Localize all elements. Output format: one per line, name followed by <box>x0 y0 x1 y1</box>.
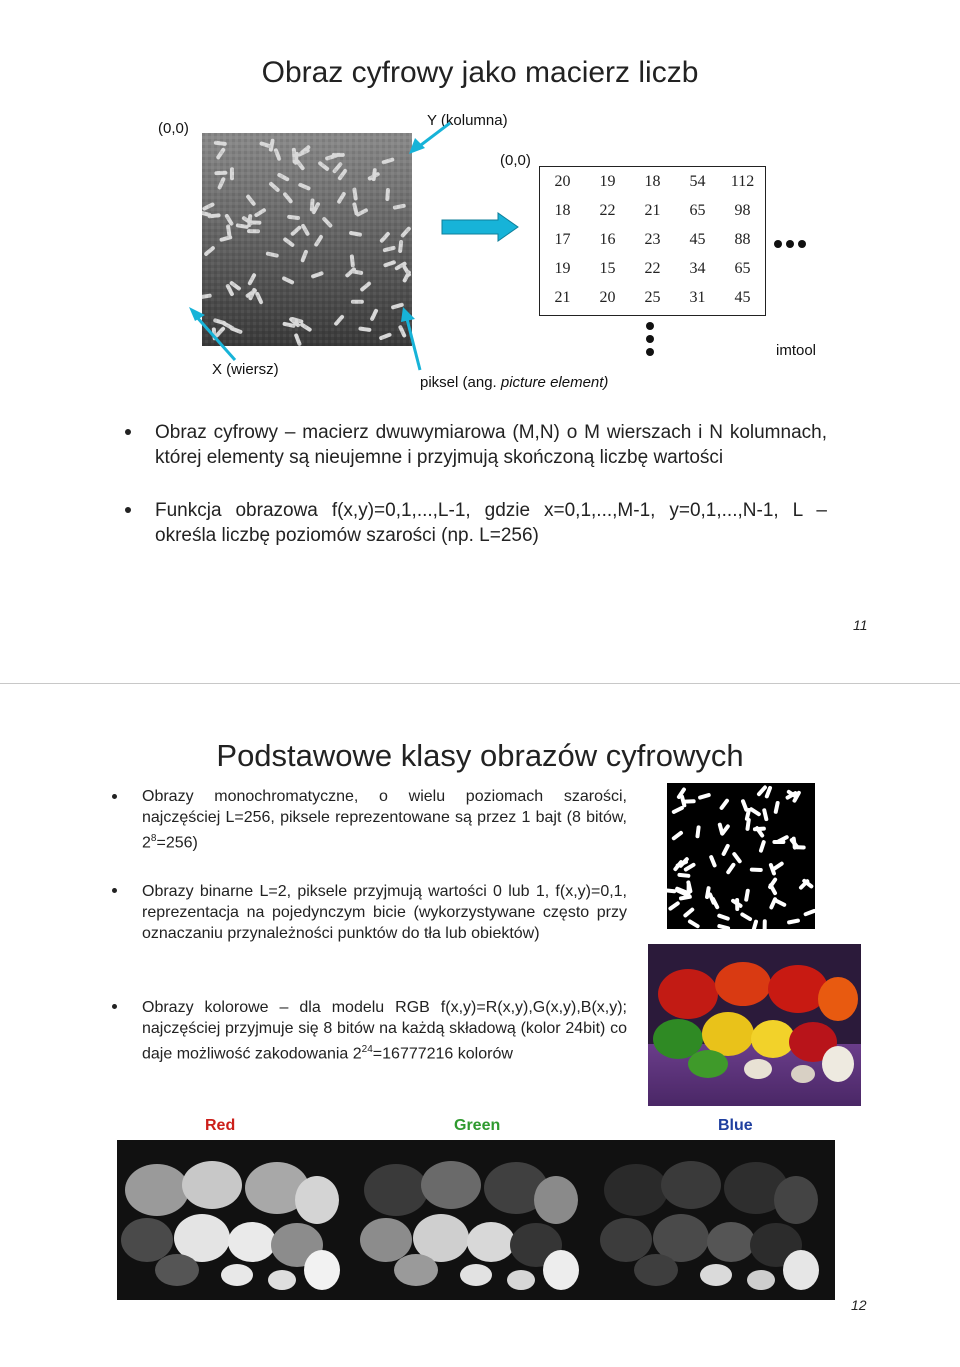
bullet-text: Obrazy binarne L=2, piksele przyjmują wartości 0 lub 1, f(x,y)=0,1, reprezentacja na pojedynczym bicie (wykorzystywane często przy oznaczaniu przynależności punktów do tła lub obiektów) <box>142 883 627 942</box>
pixel-matrix <box>540 167 765 312</box>
bullet-text: Funkcja obrazowa f(x,y)=0,1,...,L-1, gdzie x=0,1,...,M-1, y=0,1,...,N-1, L – określa liczbę poziomów szarości (np. L=256) <box>155 500 827 546</box>
matrix-row <box>540 254 765 283</box>
matrix-cell: 21 <box>554 288 571 306</box>
blue-channel-label: Blue <box>718 1117 753 1134</box>
matrix-cell: 22 <box>644 259 661 277</box>
red-channel-image <box>117 1140 835 1300</box>
slide-11 <box>0 0 960 683</box>
matrix-cell: 17 <box>554 230 571 248</box>
matrix-row <box>540 225 765 254</box>
x-axis-label: X (wiersz) <box>212 361 279 378</box>
matrix-cell: 65 <box>689 201 706 219</box>
bullet-text: Obraz cyfrowy – macierz dwuwymiarowa (M,N) o M wierszach i N kolumnach, której elementy są nieujemne i przyjmują skończoną liczbę wartości <box>155 422 827 468</box>
pixel-label: piksel (ang. picture element) <box>420 374 609 391</box>
matrix-cell: 54 <box>689 172 706 190</box>
peppers-color-image <box>648 944 861 1106</box>
ellipsis-v-dot <box>646 335 654 343</box>
arrow-to-matrix <box>440 212 520 242</box>
matrix-cell: 18 <box>554 201 571 219</box>
ellipsis-h-dot <box>798 240 806 248</box>
matrix-cell: 20 <box>599 288 616 306</box>
matrix-cell: 25 <box>644 288 661 306</box>
matrix-cell: 20 <box>554 172 571 190</box>
matrix-cell: 31 <box>689 288 706 306</box>
matrix-cell: 34 <box>689 259 706 277</box>
origin-label: (0,0) <box>158 120 189 137</box>
pixel-arrow <box>395 305 435 375</box>
page-number: 12 <box>851 1297 867 1313</box>
ellipsis-h-dot <box>786 240 794 248</box>
ellipsis-h-dot <box>774 240 782 248</box>
matrix-cell: 16 <box>599 230 616 248</box>
bullet-dot <box>112 888 117 893</box>
slide-12 <box>0 684 960 1367</box>
matrix-row <box>540 167 765 196</box>
matrix-cell: 98 <box>734 201 751 219</box>
page-number: 11 <box>853 617 868 633</box>
bullet-text: Obrazy kolorowe – dla modelu RGB f(x,y)=R(x,y),G(x,y),B(x,y); najczęściej przyjmuje się 8 bitów na każdą składową (kolor 24bit) co daje możliwość zakodowania $2^{24}=16777216$ kolorów <box>142 999 627 1063</box>
matrix-cell: 21 <box>644 201 661 219</box>
binary-image <box>667 783 815 929</box>
green-channel-label: Green <box>454 1117 501 1134</box>
bullet-dot <box>112 794 117 799</box>
matrix-cell: 65 <box>734 259 751 277</box>
bullet-dot <box>125 429 131 435</box>
matrix-cell: 112 <box>730 172 755 190</box>
bullet-dot <box>112 1004 117 1009</box>
matrix-cell: 18 <box>644 172 661 190</box>
matrix-cell: 23 <box>644 230 661 248</box>
matrix-origin-label: (0,0) <box>500 152 531 169</box>
matrix-cell: 45 <box>734 288 751 306</box>
matrix-cell: 88 <box>734 230 751 248</box>
bullet-dot <box>125 507 131 513</box>
matrix-cell: 19 <box>599 172 616 190</box>
ellipsis-v-dot <box>646 322 654 330</box>
imtool-label: imtool <box>776 342 817 359</box>
bullet-text: Obrazy monochromatyczne, o wielu poziomach szarości, najczęściej L=256, piksele reprezentowane są przez 1 bajt (8 bitów, $2^8=256$) <box>142 788 627 852</box>
slide-title: Obraz cyfrowy jako macierz liczb <box>261 56 699 89</box>
slide-title: Podstawowe klasy obrazów cyfrowych <box>216 738 744 773</box>
x-axis-arrow <box>175 305 245 365</box>
matrix-cell: 45 <box>689 230 706 248</box>
y-axis-arrow <box>405 118 465 158</box>
matrix-row <box>540 283 765 312</box>
red-channel-label: Red <box>205 1117 236 1134</box>
ellipsis-v-dot <box>646 348 654 356</box>
matrix-cell: 15 <box>599 259 616 277</box>
matrix-cell: 22 <box>599 201 616 219</box>
matrix-row <box>540 196 765 225</box>
y-axis-label: Y (kolumna) <box>427 112 508 129</box>
matrix-cell: 19 <box>554 259 571 277</box>
